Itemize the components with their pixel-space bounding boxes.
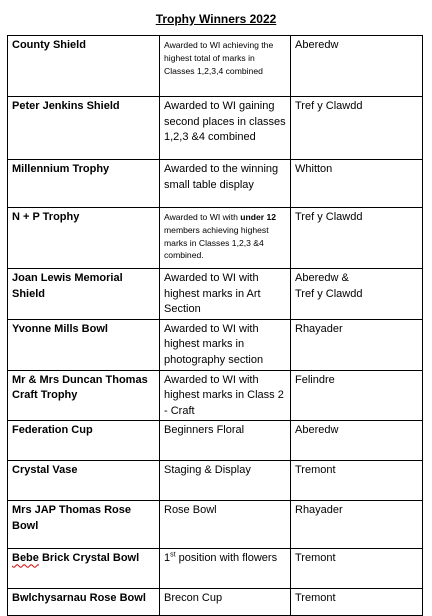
spelling-flagged-word: Bebe [12, 552, 39, 565]
trophy-name-cell: Mrs JAP Thomas Rose Bowl [8, 501, 160, 549]
award-description-cell: Awarded to WI with highest marks in Art Section [160, 269, 291, 320]
winner-line: Tref y Clawdd [295, 287, 363, 300]
trophy-winners-table [7, 35, 423, 616]
winner-cell: Whitton [291, 160, 423, 208]
document-title: Trophy Winners 2022 [155, 12, 277, 26]
award-description-text: members achieving highest marks in Classes 1,2,3 &4 combined. [164, 224, 269, 261]
trophy-name-cell: Yvonne Mills Bowl [8, 319, 160, 370]
table-row [8, 36, 423, 97]
award-description-cell: Awarded to the winning small table display [160, 160, 291, 208]
award-description-cell: Awarded to WI with highest marks in Class 2 - Craft [160, 370, 291, 421]
trophy-name-cell: N + P Trophy [8, 208, 160, 269]
award-description-cell [160, 549, 291, 589]
winner-cell: Tref y Clawdd [291, 97, 423, 160]
award-description-cell [160, 208, 291, 269]
table-row [8, 501, 423, 549]
winner-cell: Aberedw [291, 421, 423, 461]
trophy-name-text: Brick Crystal Bowl [38, 552, 140, 565]
winner-cell: Tremont [291, 589, 423, 616]
table-row [8, 549, 423, 589]
award-description-cell: Rose Bowl [160, 501, 291, 549]
table-row [8, 370, 423, 421]
trophy-name-cell: Peter Jenkins Shield [8, 97, 160, 160]
winner-cell: Felindre [291, 370, 423, 421]
table-row [8, 208, 423, 269]
winner-cell: Aberedw [291, 36, 423, 97]
award-description-cell: Beginners Floral [160, 421, 291, 461]
trophy-name-cell: Millennium Trophy [8, 160, 160, 208]
table-row [8, 421, 423, 461]
trophy-name-cell: Federation Cup [8, 421, 160, 461]
award-description-cell: Awarded to WI gaining second places in classes 1,2,3 &4 combined [160, 97, 291, 160]
trophy-name-cell: Joan Lewis Memorial Shield [8, 269, 160, 320]
winner-cell: Tremont [291, 461, 423, 501]
trophy-name-cell: County Shield [8, 36, 160, 97]
award-description-cell: Awarded to WI with highest marks in photography section [160, 319, 291, 370]
table-row [8, 160, 423, 208]
winner-cell [291, 269, 423, 320]
winner-cell: Tremont [291, 549, 423, 589]
award-description-cell: Staging & Display [160, 461, 291, 501]
trophy-name-cell [8, 549, 160, 589]
table-row [8, 461, 423, 501]
award-description-text: position with flowers [175, 552, 278, 565]
award-description-text: Awarded to WI with [164, 212, 241, 222]
winner-line: Aberedw & [295, 272, 349, 284]
table-row [8, 319, 423, 370]
award-description-cell: Awarded to WI achieving the highest total of marks in Classes 1,2,3,4 combined [160, 36, 291, 97]
table-row [8, 269, 423, 320]
trophy-name-cell: Mr & Mrs Duncan Thomas Craft Trophy [8, 370, 160, 421]
award-emphasis-text: under 12 [240, 212, 277, 222]
winner-cell: Tref y Clawdd [291, 208, 423, 269]
ordinal-suffix: st [170, 551, 176, 559]
award-description-cell: Brecon Cup [160, 589, 291, 616]
winner-cell: Rhayader [291, 319, 423, 370]
table-row [8, 97, 423, 160]
winner-cell: Rhayader [291, 501, 423, 549]
trophy-name-cell: Bwlchysarnau Rose Bowl [8, 589, 160, 616]
trophy-name-cell: Crystal Vase [8, 461, 160, 501]
ordinal-number: 1 [164, 552, 171, 565]
